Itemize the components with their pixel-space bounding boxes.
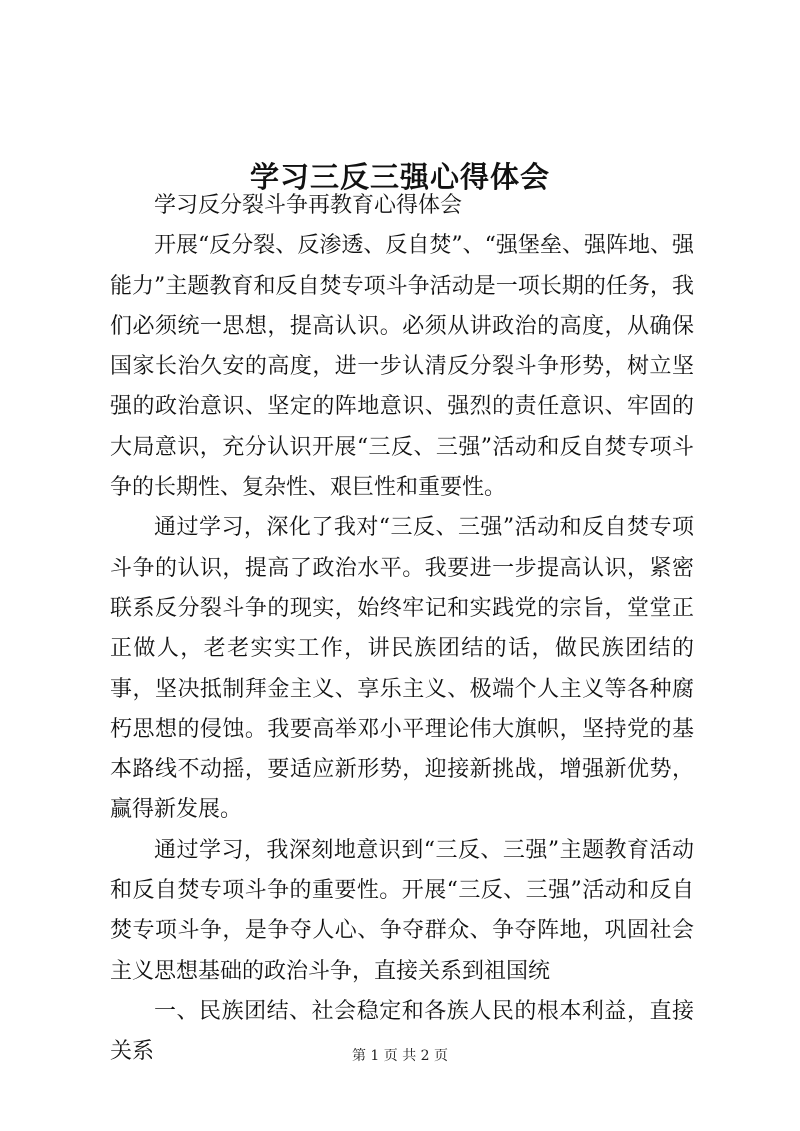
body-paragraph: 一、民族团结、社会稳定和各族人民的根本利益，直接关系: [110, 998, 694, 1065]
page-number-footer: 第 1 页 共 2 页: [351, 1048, 449, 1064]
body-paragraph: 开展“反分裂、反渗透、反自焚”、“强堡垒、强阵地、强能力”主题教育和反自焚专项斗争活动是一项长期的任务，我们必须统一思想，提高认识。必须从讲政治的高度，从确保国家长治久安的高度，进一步认清反分裂斗争形势，树立坚强的政治意识、坚定的阵地意识、强烈的责任意识、牢固的大局意识，充分认识开展“三反、三强”活动和反自焚专项斗争的长期性、复杂性、艰巨性和重要性。: [110, 233, 694, 501]
body-paragraph: 通过学习，我深刻地意识到“三反、三强”主题教育活动和反自焚专项斗争的重要性。开展“三反、三强”活动和反自焚专项斗争，是争夺人心、争夺群众、争夺阵地，巩固社会主义思想基础的政治斗争，直接关系到祖国统: [110, 837, 694, 984]
document-body: [110, 186, 694, 1073]
subtitle-paragraph: 学习反分裂斗争再教育心得体会: [154, 193, 463, 218]
body-paragraph: 通过学习，深化了我对“三反、三强”活动和反自焚专项斗争的认识，提高了政治水平。我要进一步提高认识，紧密联系反分裂斗争的现实，始终牢记和实践党的宗旨，堂堂正正做人，老老实实工作，讲民族团结的话，做民族团结的事，坚决抵制拜金主义、享乐主义、极端个人主义等各种腐朽思想的侵蚀。我要高举邓小平理论伟大旗帜，坚持党的基本路线不动摇，要适应新形势，迎接新挑战，增强新优势，赢得新发展。: [110, 515, 694, 823]
document-title: 学习三反三强心得体会: [249, 160, 550, 195]
